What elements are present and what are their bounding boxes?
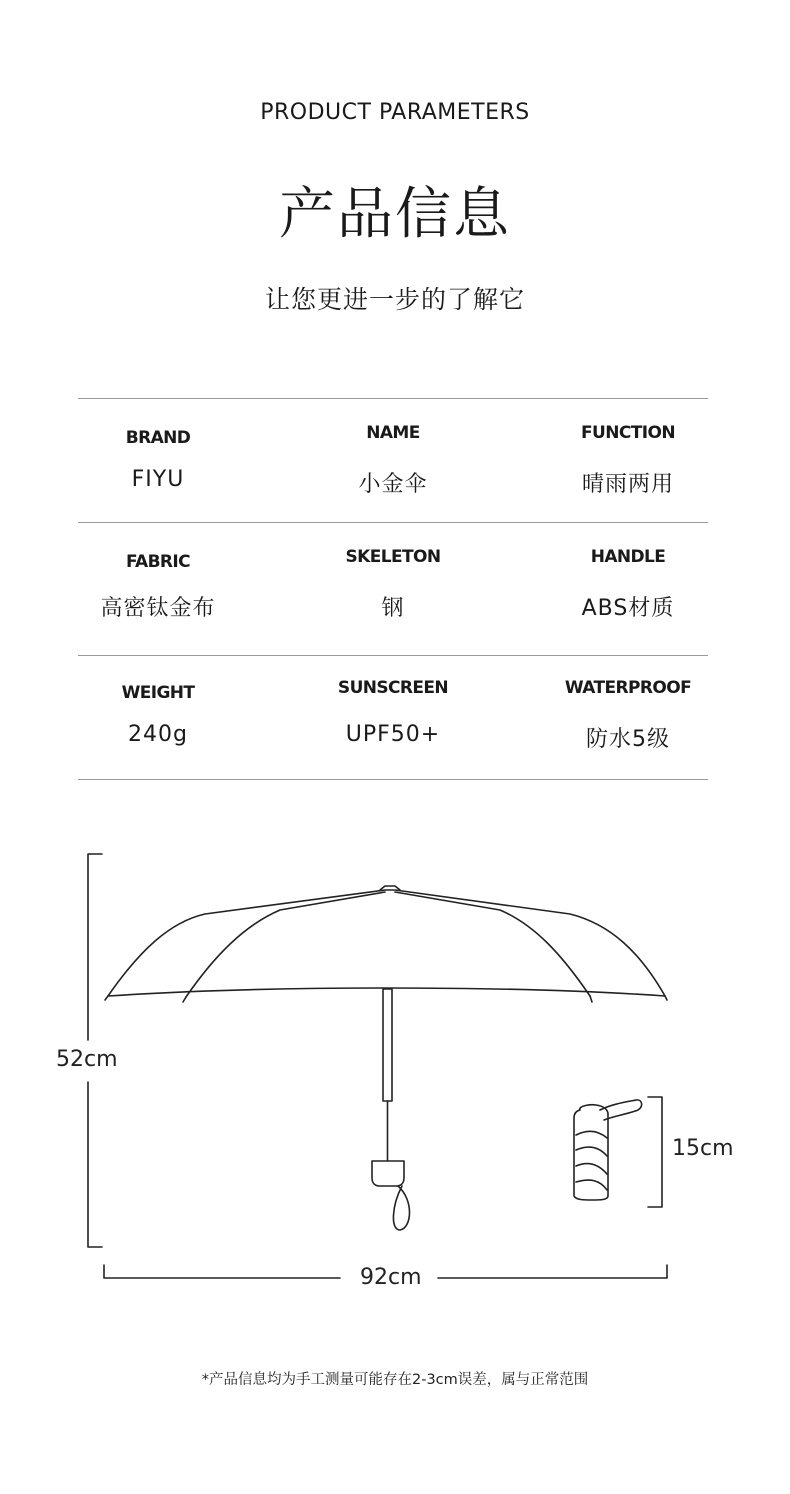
param-value-waterproof: 防水5级	[586, 727, 670, 752]
page-title: 产品信息	[279, 182, 511, 247]
param-label-weight: WEIGHT	[121, 683, 195, 703]
param-label-fabric: FABRIC	[125, 552, 191, 572]
folded-umbrella-icon	[574, 1100, 642, 1200]
section-eyebrow: PRODUCT PARAMETERS	[260, 100, 530, 125]
param-label-sunscreen: SUNSCREEN	[337, 678, 449, 698]
param-value-name: 小金伞	[358, 472, 428, 497]
param-value-handle: ABS材质	[581, 596, 675, 621]
param-label-skeleton: SKELETON	[345, 547, 441, 567]
param-value-brand: FIYU	[131, 467, 185, 492]
open-umbrella-icon	[105, 886, 667, 1230]
param-value-sunscreen: UPF50+	[345, 722, 441, 747]
param-label-name: NAME	[366, 423, 420, 443]
measurement-footnote: *产品信息均为手工测量可能存在2-3cm误差，属与正常范围	[201, 1372, 589, 1388]
param-value-function: 晴雨两用	[581, 472, 674, 497]
param-value-weight: 240g	[128, 722, 188, 747]
folded-length-bracket	[648, 1097, 662, 1207]
dimension-height-label: 52cm	[56, 1047, 118, 1072]
param-label-brand: BRAND	[125, 428, 191, 448]
param-label-handle: HANDLE	[590, 547, 666, 567]
dimension-folded-label: 15cm	[672, 1136, 734, 1161]
param-label-waterproof: WATERPROOF	[564, 678, 692, 698]
param-value-fabric: 高密钛金布	[100, 596, 216, 621]
param-value-skeleton: 钢	[381, 596, 405, 621]
param-label-function: FUNCTION	[581, 423, 675, 443]
page-subtitle: 让您更进一步的了解它	[264, 285, 525, 314]
dimension-width-label: 92cm	[360, 1265, 422, 1290]
